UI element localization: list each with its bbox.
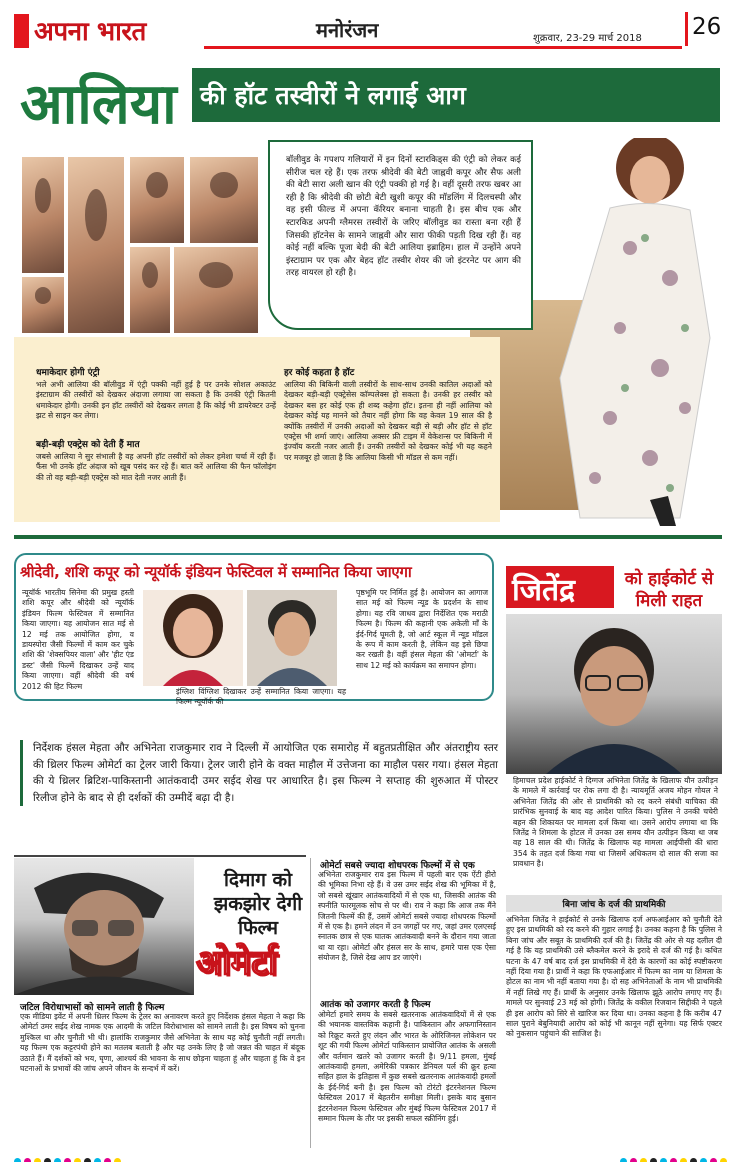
omerta-subhead-2: ओमेर्टा सबसे ज्यादा शोधपरक फिल्मों में से एक — [320, 861, 475, 871]
alia-text-hot: आलिया की बिकिनी वाली तस्वीरों के साथ-साथ उनकी कातिल अदाओं को देखकर बड़ी-बड़ी एक्ट्रेसेस कॉम्पलेक्स हो सकता है। उनकी हर तस्वीर को देखकर बस हर कोई एक ही शब्द कहेगा हॉट। इतना ही नहीं आलिया को देखकर कोई यह मानने को तैयार नहीं होगा कि वह केवल 19 साल की है क्योंकि तस्वीरों में उनकी अदाओं को देखकर बड़ी से बड़ी और हॉट से हॉट एक्ट्रेस भी शर्मा जाएं। आलिया अक्सर फ्री टाइम में वेकेशन्स पर बिकिनी में इंज्वॉय करती नजर आती हैं। उनकी तस्वीरों को देखकर कोई भी यह कहने पर मजबूर हो जाता है कि आलिया किसी भी मॉडल से कम नहीं। — [284, 380, 492, 462]
footer-dot — [114, 1158, 121, 1162]
alia-photo — [188, 155, 260, 245]
footer-dot — [74, 1158, 81, 1162]
omerta-tagline: दिमाग को झकझोर देगी फिल्म — [213, 869, 303, 939]
alia-subhead-hot: हर कोई कहता है हॉट — [284, 368, 355, 378]
footer-dot — [630, 1158, 637, 1162]
footer-dot — [650, 1158, 657, 1162]
omerta-text-3: ओमेर्टा हमारे समय के सबसे खतरनाक आतंकवादियों में से एक की भयानक वास्तविक कहानी है। पाकिस्तान और अफगानिस्तान को रिक्रूट करते हुए लंदन और भारत के ओरिजिनल लोकेशन पर शूट की गयी फिल्म ओमेर्टा पाकिस्तान प्रायोजित आतंक के असली और वर्तमान खतरे को उजागर करती है। 9/11 हमला, मुंबई आतंकवादी हमला, अमेरिकी पत्रकार डेनियल पर्ल की क्रूर हत्या सहित हाल के इतिहास में कुछ सबसे खतरनाक आतंकवादी हमलों के ईर्द-गिर्द बनी है। इस फिल्म को टोरंटो इंटरनेशनल फिल्म फेस्टिवल 2017 में बेहतरीन समीक्षा मिली। इसके बाद बुसान इंटरनेशनल फिल्म फेस्टिवल और मुंबई फिल्म फेस्टिवल 2017 में सम्मान फिल्म के तौर पर इसकी सफल स्क्रीनिंग हुई। — [318, 1010, 496, 1124]
footer-dot — [14, 1158, 21, 1162]
footer-color-dots — [14, 1150, 124, 1162]
footer-dot — [44, 1158, 51, 1162]
alia-name-headline: आलिया — [20, 71, 177, 137]
footer-color-dots — [620, 1150, 730, 1162]
sridevi-col-1: न्यूयॉर्क भारतीय सिनेमा की प्रमुख हस्ती शशि कपूर और श्रीदेवी को न्यूयॉर्क इंडियन फिल्म फेस्टिवल में सम्मानित किया जाएगा। यह आयोजन सात मई से 12 मई तक आयोजित होगा, व डायस्पोरा जैसी फिल्मों में काम कर चुके शशि की 'शेक्सपियर वाला' और 'हीट एंड डस्ट' जैसी फिल्में दिखाकर उन्हें याद किया जाएगा। वहीं श्रीदेवी की वर्ष 2012 की हिट फिल्म — [22, 588, 134, 691]
footer-dot — [640, 1158, 647, 1162]
alia-subhead-beats: बड़ी-बड़ी एक्ट्रेस को देती हैं मात — [36, 440, 140, 450]
alia-text-entry: भले अभी आलिया की बॉलीवुड में एंट्री पक्की नहीं हुई है पर उनके सोशल अकाउंट इंस्टाग्राम की तस्वीरों को देखकर अंदाजा लगाया जा सकता है कि उनकी एंट्री कितनी धमाकेदार होगी। उनकी इन हॉट तस्वीरों को देखकर लगता है कि कोई भी डायरेक्टर उन्हें झट से साइन कर लेगा। — [36, 380, 276, 421]
shashi-kapoor-photo — [247, 590, 337, 686]
alia-model-photo — [500, 138, 730, 528]
sridevi-col-3: पृष्ठभूमि पर निर्मित हुई है। आयोजन का आगाज सात मई को फिल्म न्यूड के प्रदर्शन के साथ होगा। यह रवि जाधव द्वारा निर्देशित एक मराठी फिल्म है। फिल्म की कहानी एक अकेली माँ के ईर्द-गिर्द घूमती है, जो आर्ट स्कूल में न्यूड मॉडल के रूप में काम करती है, लेकिन वह इसे छिपा कर रखती है। वहीं हंसल मेहता की 'ओमर्टा' के साथ 12 मई को कार्यक्रम का समापन होगा। — [356, 588, 488, 670]
omerta-subhead-3: आतंक को उजागर करती है फिल्म — [320, 1000, 431, 1010]
sridevi-col-2: इंग्लिश विंग्लिश दिखाकर उन्हें सम्मानित किया जाएगा। यह फिल्म न्यूयॉर्क की — [176, 687, 346, 707]
footer-dot — [680, 1158, 687, 1162]
footer-dot — [34, 1158, 41, 1162]
footer-dot — [660, 1158, 667, 1162]
footer-dot — [700, 1158, 707, 1162]
alia-subhead-entry: धमाकेदार होगी एंट्री — [36, 368, 100, 378]
alia-headline: की हॉट तस्वीरों ने लगाई आग — [200, 81, 466, 110]
header-divider — [685, 12, 688, 46]
omerta-subhead-1: जटिल विरोधाभासों को सामने लाती है फिल्म — [20, 1003, 165, 1013]
alia-photo — [128, 155, 186, 245]
omerta-top-rule — [14, 855, 306, 857]
masthead-marker — [14, 14, 29, 48]
alia-photo — [128, 245, 172, 335]
jitendra-text: हिमाचल प्रदेश हाईकोर्ट ने दिग्गज अभिनेता जितेंद्र के खिलाफ यौन उत्पीड़न के मामले में कार्रवाई पर रोक लगा दी है। न्यायमूर्ति अजय मोहन गोयल ने अभिनेता जितेंद्र की ओर से प्राथमिकी को रद करने संबंधी याचिका की प्रारंभिक सुनवाई के बाद यह आदेश पारित किया। पुलिस ने उनकी चचेरी बहन की शिकायत पर मामला दर्ज किया था। उसने आरोप लगाया था कि जितेंद्र ने शिमला के होटल में उनका उस समय यौन उत्पीड़न किया था जब वह 18 साल की थी। जितेंद्र के खिलाफ यह मामला आईपीसी की धारा 354 के तहत दर्ज किया गया था जिसमें अधिकतम दो साल की सजा का प्रावधान है। — [513, 776, 718, 869]
footer-dot — [690, 1158, 697, 1162]
sridevi-headline: श्रीदेवी, शशि कपूर को न्यूयॉर्क इंडियन फेस्टिवल में सम्मानित किया जाएगा — [20, 563, 412, 581]
alia-photo — [20, 155, 66, 275]
alia-photo — [66, 155, 126, 335]
page-number: 26 — [692, 14, 722, 40]
footer-dot — [710, 1158, 717, 1162]
footer-dot — [94, 1158, 101, 1162]
omerta-text-2: अभिनेता राजकुमार राव इस फिल्म में पहली बार एक ऐंटी हीरो की भूमिका निभा रहे हैं। वे उस उमर सईद शेख की भूमिका में है, जो सबसे खूंखार आतंकवादियों में से एक था, जिसकी आतंक की स्पनीति फारमूलक सोच से पर थी। राव ने कहा कि आज तक मैंने जितनी फिल्में की हैं, उसमें ओमेर्टा सबसे ज्यादा शोधपरक फिल्मों में से एक है। हमने लंदन में उन जगहों पर गए, जहां उमर एलएसई स्नातक छात्र से एक घातक आतंकवादी बनने के दौरान गया जाता था या रहा। ओमेर्टा और हंसल सर के साथ, हमारे पास एक ऐसा संयोजन है, जिसे देख आप डर जाएंगे। — [318, 870, 496, 963]
footer-dot — [670, 1158, 677, 1162]
footer-dot — [720, 1158, 727, 1162]
jitendra-headline: को हाईकोर्ट से मिली राहत — [624, 569, 714, 611]
alia-intro-text: बॉलीवुड के गपशप गलियारों में इन दिनों स्टारकिड्स की एंट्री को लेकर कई सीरीज चल रहे हैं। एक तरफ श्रीदेवी की बेटी जाह्नवी कपूर और सैफ अली की बेटी सारा अली खान की एंट्री पक्की हो गई है। वहीं दूसरी तरफ खबर आ रही है कि श्रीदेवी की छोटी बेटी खुशी कपूर की मॉडलिंग में दिलचस्पी और वह इसी फील्ड में अपना कॅरियर बनाना चाहती है। इस बीच एक और स्टारकिड अपनी ग्लैमरस तस्वीरों के जरिए बॉलीवुड का रास्ता बना रही हैं जिसकी हॉटनेस के सामने जाह्नवी और सारा फीकी पड़ती दिख रही हैं। वह कोई नहीं बल्कि पूजा बेदी की बेटी आलिया इब्राहिम। हाल में उन्होंने अपने इंस्टाग्राम पर एक और बेहद हॉट तस्वीर शेयर की जो इंटरनेट पर आग की तरह वायरल हो रही है। — [286, 155, 521, 279]
omerta-title: ओमेर्टा — [196, 943, 278, 983]
jitendra-name: जितेंद्र — [512, 573, 576, 608]
jitendra-photo — [506, 614, 722, 774]
jitendra-body: अभिनेता जितेंद्र ने हाईकोर्ट से उनके खिलाफ दर्ज अफआईआर को चुनौती देते हुए इस प्राथमिकी को रद करने की गुहार लगाई है। उनका कहना है कि पुलिस ने बिना जांच और सबूत के प्राथमिकी दर्ज की है। जितेंद्र की ओर से यह दलील दी गई है कि यह प्राथमिकी उसे ब्लैकमेल करने के इरादे से दर्ज की गई है। कथित घटना के 47 वर्ष बाद दर्ज इस प्राथमिकी में देरी के कारणों का कोई स्पष्टीकरण नहीं दिया गया है। प्रार्थी ने कहा कि एफआईआर में फिल्म का नाम या शिमला के होटल का नाम भी नहीं बताया गया है। दो सह अभिनेताओं के नाम भी प्राथमिकी में नहीं लिखे गए हैं। प्रार्थी के अनुसार उनके खिलाफ झूठे आरोप लगाए गए हैं। मामले पर सुनवाई 23 मई को होगी। जितेंद्र के वकील रिजवान सिद्दीकी ने पहले ही इस आरोप को सिरे से खारिज कर दिया था। उनका कहना है कि करीब 47 साल पुराने बेबुनियादी आरोप को कोई भी कानून नहीं सुनेगा। यह सिर्फ एक्टर को नुकसान पहुंचाने की साजिश है। — [506, 915, 722, 1039]
alia-text-beats: जबसे आलिया ने सुर संभाली है वह अपनी हॉट तस्वीरों को लेकर हमेशा चर्चा में रही हैं। फैंस भी उनके हॉट अंदाज को खूब पसंद कर रहे हैं। बात करें आलिया की फैन फॉलोइंग की तो वह बड़ी-बड़ी एक्ट्रेस को मात देती नजर आती हैं। — [36, 452, 276, 482]
issue-date: शुक्रवार, 23-29 मार्च 2018 — [533, 33, 642, 44]
alia-intro-box — [268, 140, 533, 330]
section-rule — [14, 535, 722, 539]
column-rule — [310, 858, 311, 1148]
omerta-text-1: एक मीडिया इवेंट में अपनी थ्रिलर फिल्म के ट्रेलर का अनावरण करते हुए निर्देशक हंसल मेहता ने कहा कि ओमेर्टा उमर सईद शेख नामक एक आदमी के जटिल विरोधाभास को सामने लाती है। इस विषय को चुनना मुश्किल था और चुनौती भी थी। हालांकि राजकुमार जैसे अभिनेता के साथ यह कोई चुनौती नहीं लगती। यह फिल्म एक कट्टरपंथी होने का मतलब बताती है और यह उनके लिए है जो जन्नत की चाहत में बंदूक उठाते हैं। मैं दर्शकों को भय, घृणा, आश्चर्य की भावना के साथ छोड़ना चाहता हूं और चाहता हूं कि वे इन घटनाओं के प्रभावों की जांच अपने जीवन के सन्दर्भ में करें। — [20, 1012, 305, 1074]
sridevi-photo — [143, 590, 243, 686]
footer-dot — [620, 1158, 627, 1162]
alia-photo — [172, 245, 260, 335]
alia-photo — [20, 275, 66, 335]
jitendra-subhead: बिना जांच के दर्ज की प्राथमिकी — [506, 895, 722, 912]
footer-dot — [54, 1158, 61, 1162]
footer-dot — [64, 1158, 71, 1162]
header-rule — [204, 46, 682, 49]
footer-dot — [24, 1158, 31, 1162]
footer-dot — [104, 1158, 111, 1162]
masthead: अपना भारत — [34, 17, 146, 47]
footer-dot — [84, 1158, 91, 1162]
section-title: मनोरंजन — [316, 18, 379, 42]
omerta-poster-photo — [14, 858, 194, 995]
omerta-blurb: निर्देशक हंसल मेहता और अभिनेता राजकुमार राव ने दिल्ली में आयोजित एक समारोह में बहुतप्रतीक्षित और अंतराष्ट्रीय स्तर की थ्रिलर फिल्म ओमेर्टा का ट्रेलर जारी किया। ट्रेलर जारी होने के वक्त माहौल में उत्तेजना का माहौल पसर गया। हंसल मेहता की ये थ्रिलर ब्रिटिश-पाकिस्तानी आतंकवादी उमर सईद शेख पर आधारित है। इस फिल्म ने सप्ताह की शुरुआत में पोस्टर रिलीज होने के बाद से ही दर्शकों की उम्मीदें बढ़ा दी है। — [20, 740, 498, 806]
